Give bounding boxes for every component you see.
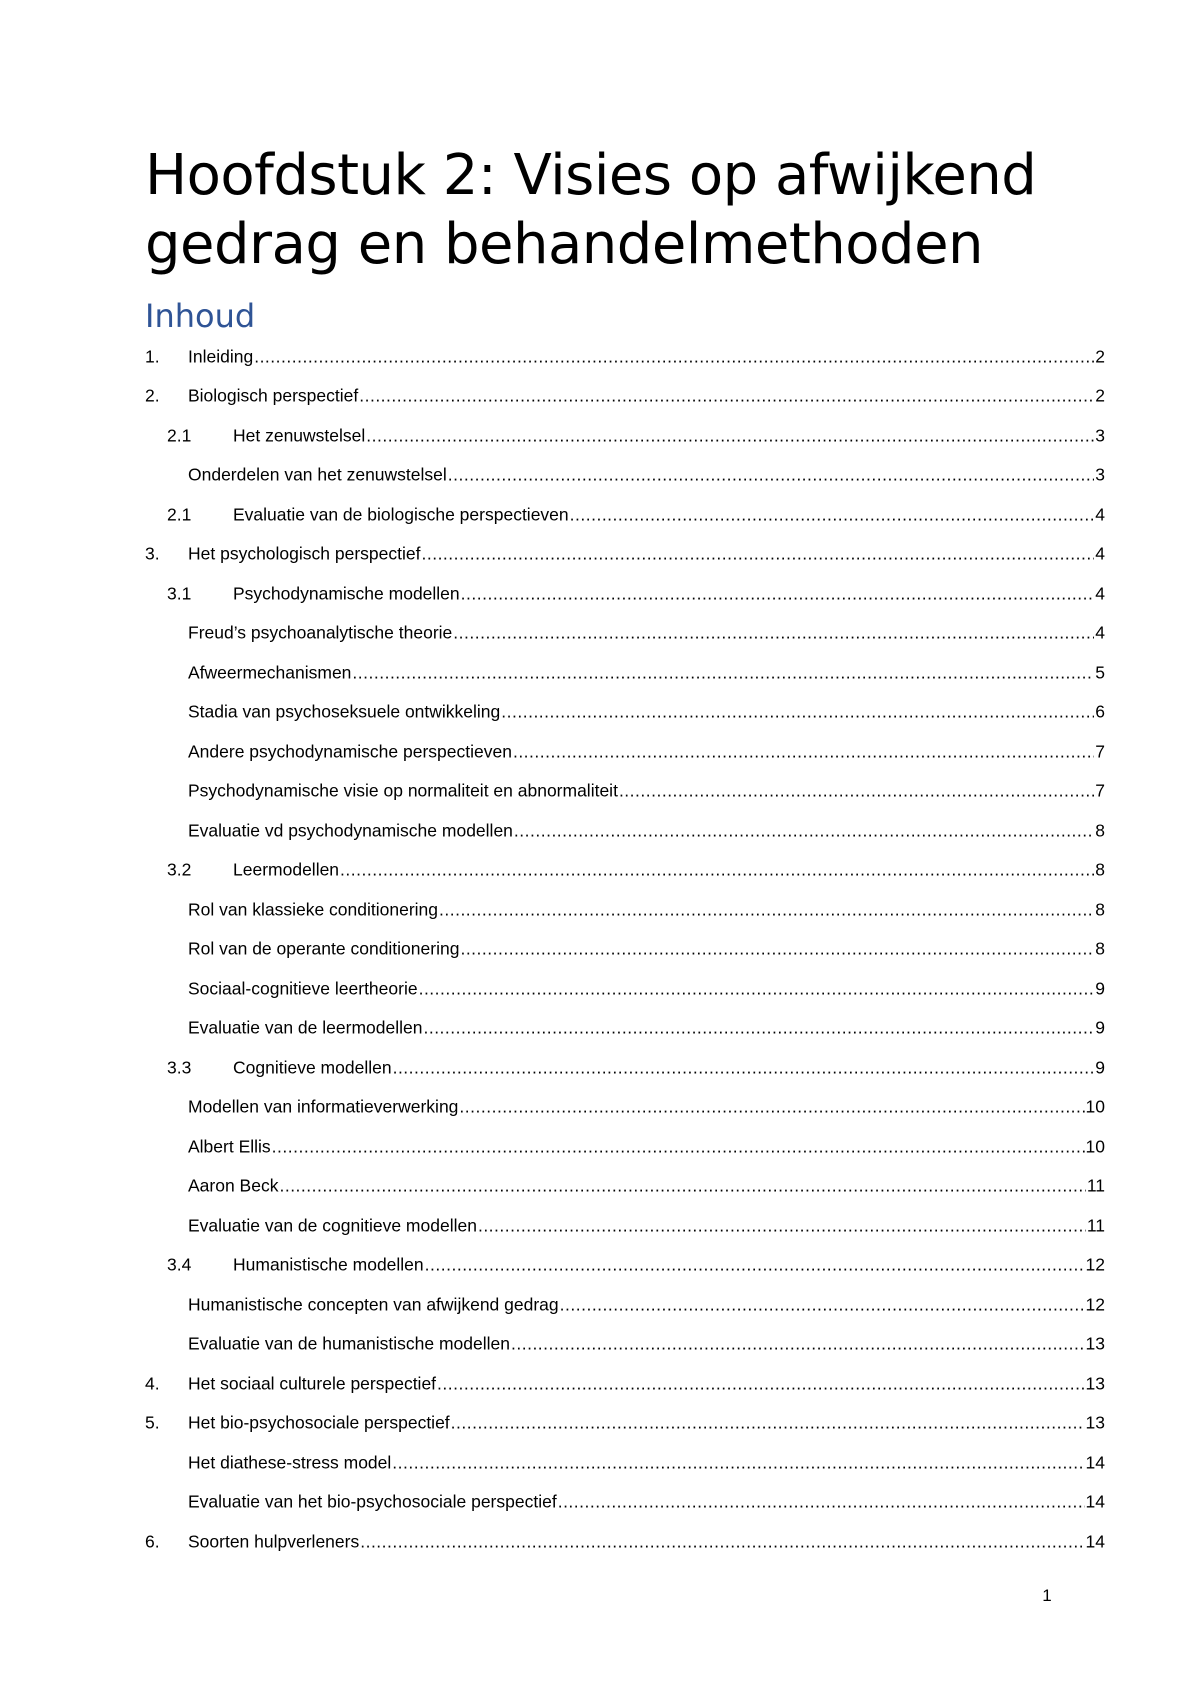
toc-entry[interactable] bbox=[0, 1167, 1200, 1207]
toc-entry-label: Modellen van informatieverwerking bbox=[188, 1096, 459, 1117]
toc-entry-label: Het diathese-stress model bbox=[188, 1452, 392, 1473]
toc-entry[interactable] bbox=[0, 811, 1200, 851]
toc-entry-page: 8 bbox=[1095, 859, 1105, 880]
toc-entry-label: Evaluatie van de cognitieve modellen bbox=[188, 1215, 477, 1236]
toc-entry-page: 12 bbox=[1085, 1294, 1105, 1315]
toc-entry-page: 2 bbox=[1095, 346, 1105, 367]
toc-entry-page: 3 bbox=[1095, 464, 1105, 485]
toc-entry[interactable] bbox=[0, 890, 1200, 930]
toc-entry-page: 12 bbox=[1085, 1254, 1105, 1275]
toc-entry-line bbox=[188, 1136, 1105, 1157]
toc-entry-line bbox=[233, 1057, 1105, 1078]
toc-entry-page: 7 bbox=[1095, 741, 1105, 762]
toc-entry[interactable] bbox=[0, 1088, 1200, 1128]
toc-entry[interactable] bbox=[0, 416, 1200, 456]
page-number: 1 bbox=[1042, 1586, 1052, 1605]
toc-entry-line bbox=[188, 741, 1105, 762]
toc-entry[interactable] bbox=[0, 1364, 1200, 1404]
toc-entry-label: Psychodynamische modellen bbox=[233, 583, 460, 604]
toc-dot-leader bbox=[437, 1373, 1084, 1394]
toc-entry[interactable] bbox=[0, 574, 1200, 614]
toc-entry[interactable] bbox=[0, 1443, 1200, 1483]
toc-entry-line bbox=[188, 978, 1105, 999]
toc-entry-line bbox=[233, 583, 1105, 604]
toc-entry-label: Stadia van psychoseksuele ontwikkeling bbox=[188, 701, 501, 722]
toc-entry[interactable] bbox=[0, 1009, 1200, 1049]
toc-entry-label: Evaluatie van het bio-psychosociale perspectief bbox=[188, 1491, 557, 1512]
toc-entry-line bbox=[188, 1097, 1105, 1118]
toc-entry[interactable] bbox=[0, 456, 1200, 496]
toc-entry[interactable] bbox=[0, 1285, 1200, 1325]
toc-dot-leader bbox=[511, 1334, 1085, 1355]
toc-entry-label: Freud’s psychoanalytische theorie bbox=[188, 622, 453, 643]
toc-entry-line bbox=[188, 1531, 1105, 1552]
toc-entry[interactable] bbox=[0, 693, 1200, 733]
toc-entry[interactable] bbox=[0, 1325, 1200, 1365]
toc-entry-page: 7 bbox=[1095, 780, 1105, 801]
toc-entry-label: Onderdelen van het zenuwstelsel bbox=[188, 464, 447, 485]
toc-entry-number: 5. bbox=[145, 1412, 160, 1433]
toc-entry-label: Cognitieve modellen bbox=[233, 1057, 392, 1078]
toc-entry-page: 6 bbox=[1095, 701, 1105, 722]
toc-entry-line bbox=[188, 1452, 1105, 1473]
toc-dot-leader bbox=[423, 1018, 1094, 1039]
toc-entry-page: 8 bbox=[1095, 938, 1105, 959]
toc-entry-label: Aaron Beck bbox=[188, 1175, 279, 1196]
toc-entry[interactable] bbox=[0, 851, 1200, 891]
toc-entry-label: Psychodynamische visie op normaliteit en abnormaliteit bbox=[188, 780, 618, 801]
toc-entry[interactable] bbox=[0, 1483, 1200, 1523]
toc-entry-page: 14 bbox=[1085, 1531, 1105, 1552]
toc-dot-leader bbox=[272, 1136, 1085, 1157]
toc-dot-leader bbox=[254, 346, 1094, 367]
toc-entry-label: Het zenuwstelsel bbox=[233, 425, 366, 446]
toc-entry-number: 3. bbox=[145, 543, 160, 564]
toc-entry-number: 3.4 bbox=[167, 1254, 192, 1275]
toc-entry-page: 11 bbox=[1086, 1215, 1105, 1236]
toc-entry-number: 2.1 bbox=[167, 425, 192, 446]
toc-dot-leader bbox=[558, 1492, 1085, 1513]
toc-entry-line bbox=[188, 1492, 1105, 1513]
document-title: Hoofdstuk 2: Visies op afwijkend gedrag en behandelmethoden bbox=[145, 143, 1037, 277]
toc-entry-line bbox=[188, 1373, 1105, 1394]
toc-entry[interactable] bbox=[0, 732, 1200, 772]
toc-entry-line bbox=[188, 386, 1105, 407]
toc-entry-page: 4 bbox=[1095, 543, 1105, 564]
toc-entry-line bbox=[188, 346, 1105, 367]
toc-dot-leader bbox=[570, 504, 1095, 525]
toc-entry[interactable] bbox=[0, 535, 1200, 575]
toc-entry-label: Evaluatie van de biologische perspectieven bbox=[233, 504, 569, 525]
toc-entry-label: Leermodellen bbox=[233, 859, 340, 880]
toc-dot-leader bbox=[460, 939, 1094, 960]
toc-entry-line bbox=[188, 899, 1105, 920]
toc-entry-label: Andere psychodynamische perspectieven bbox=[188, 741, 512, 762]
toc-dot-leader bbox=[366, 425, 1094, 446]
toc-entry-line bbox=[188, 1413, 1105, 1434]
toc-entry-label: Soorten hulpverleners bbox=[188, 1531, 360, 1552]
toc-entry-line bbox=[188, 1334, 1105, 1355]
toc-entry-label: Evaluatie van de humanistische modellen bbox=[188, 1333, 510, 1354]
toc-entry-label: Humanistische modellen bbox=[233, 1254, 424, 1275]
toc-entry-line bbox=[188, 820, 1105, 841]
toc-entry[interactable] bbox=[0, 772, 1200, 812]
toc-entry-page: 14 bbox=[1085, 1491, 1105, 1512]
toc-entry[interactable] bbox=[0, 1522, 1200, 1562]
toc-entry-page: 4 bbox=[1095, 583, 1105, 604]
toc-dot-leader bbox=[419, 978, 1095, 999]
toc-entry-line bbox=[188, 465, 1105, 486]
toc-entry-page: 10 bbox=[1085, 1136, 1105, 1157]
toc-entry-line bbox=[188, 662, 1105, 683]
toc-entry-label: Biologisch perspectief bbox=[188, 385, 359, 406]
toc-entry-label: Rol van klassieke conditionering bbox=[188, 899, 438, 920]
toc-dot-leader bbox=[392, 1452, 1084, 1473]
toc-entry-number: 6. bbox=[145, 1531, 160, 1552]
toc-dot-leader bbox=[451, 1413, 1085, 1434]
toc-dot-leader bbox=[352, 662, 1094, 683]
toc-dot-leader bbox=[421, 544, 1094, 565]
toc-entry-page: 8 bbox=[1095, 899, 1105, 920]
toc-entry-line bbox=[188, 1018, 1105, 1039]
toc-entry[interactable] bbox=[0, 1127, 1200, 1167]
toc-entry-label: Evaluatie van de leermodellen bbox=[188, 1017, 423, 1038]
toc-entry-number: 2. bbox=[145, 385, 160, 406]
toc-entry-page: 9 bbox=[1095, 1057, 1105, 1078]
toc-entry-label: Evaluatie vd psychodynamische modellen bbox=[188, 820, 513, 841]
table-of-contents bbox=[0, 337, 1200, 1562]
toc-entry-label: Afweermechanismen bbox=[188, 662, 352, 683]
toc-dot-leader bbox=[501, 702, 1094, 723]
toc-entry-line bbox=[188, 544, 1105, 565]
toc-heading: Inhoud bbox=[145, 297, 256, 335]
toc-entry-label: Albert Ellis bbox=[188, 1136, 271, 1157]
toc-entry-label: Humanistische concepten van afwijkend gedrag bbox=[188, 1294, 559, 1315]
toc-entry[interactable] bbox=[0, 614, 1200, 654]
toc-entry[interactable] bbox=[0, 1246, 1200, 1286]
toc-dot-leader bbox=[514, 820, 1094, 841]
toc-entry-line bbox=[188, 1215, 1105, 1236]
toc-entry-number: 1. bbox=[145, 346, 160, 367]
toc-dot-leader bbox=[340, 860, 1094, 881]
toc-entry-page: 8 bbox=[1095, 820, 1105, 841]
toc-entry[interactable] bbox=[0, 1048, 1200, 1088]
toc-entry-number: 3.3 bbox=[167, 1057, 192, 1078]
toc-entry-label: Rol van de operante conditionering bbox=[188, 938, 460, 959]
toc-entry-page: 4 bbox=[1095, 622, 1105, 643]
toc-dot-leader bbox=[448, 465, 1094, 486]
toc-entry-number: 4. bbox=[145, 1373, 160, 1394]
toc-dot-leader bbox=[279, 1176, 1085, 1197]
toc-entry-number: 3.1 bbox=[167, 583, 192, 604]
toc-entry-page: 9 bbox=[1095, 1017, 1105, 1038]
toc-dot-leader bbox=[513, 741, 1094, 762]
toc-entry-line bbox=[188, 1294, 1105, 1315]
toc-entry-line bbox=[188, 939, 1105, 960]
toc-entry-page: 13 bbox=[1085, 1373, 1105, 1394]
toc-entry-line bbox=[233, 425, 1105, 446]
toc-entry-page: 10 bbox=[1085, 1096, 1105, 1117]
toc-entry-line bbox=[188, 702, 1105, 723]
toc-entry-page: 4 bbox=[1095, 504, 1105, 525]
toc-entry-number: 2.1 bbox=[167, 504, 192, 525]
toc-entry[interactable] bbox=[0, 337, 1200, 377]
toc-dot-leader bbox=[439, 899, 1094, 920]
toc-entry-line bbox=[188, 1176, 1105, 1197]
toc-dot-leader bbox=[359, 386, 1094, 407]
toc-entry-label: Het psychologisch perspectief bbox=[188, 543, 421, 564]
toc-entry[interactable] bbox=[0, 377, 1200, 417]
toc-dot-leader bbox=[461, 583, 1095, 604]
toc-entry[interactable] bbox=[0, 930, 1200, 970]
toc-entry-label: Sociaal-cognitieve leertheorie bbox=[188, 978, 418, 999]
toc-dot-leader bbox=[459, 1097, 1084, 1118]
toc-dot-leader bbox=[453, 623, 1094, 644]
toc-dot-leader bbox=[560, 1294, 1085, 1315]
toc-entry-label: Het sociaal culturele perspectief bbox=[188, 1373, 437, 1394]
toc-entry-number: 3.2 bbox=[167, 859, 192, 880]
toc-entry-page: 14 bbox=[1085, 1452, 1105, 1473]
toc-entry-line bbox=[188, 781, 1105, 802]
toc-dot-leader bbox=[360, 1531, 1084, 1552]
toc-entry-page: 13 bbox=[1085, 1333, 1105, 1354]
toc-entry-page: 5 bbox=[1095, 662, 1105, 683]
toc-entry-line bbox=[233, 860, 1105, 881]
toc-dot-leader bbox=[478, 1215, 1086, 1236]
toc-dot-leader bbox=[619, 781, 1094, 802]
toc-entry-line bbox=[233, 504, 1105, 525]
toc-entry-page: 2 bbox=[1095, 385, 1105, 406]
toc-dot-leader bbox=[393, 1057, 1095, 1078]
toc-entry[interactable] bbox=[0, 1404, 1200, 1444]
toc-entry-page: 13 bbox=[1085, 1412, 1105, 1433]
toc-entry[interactable] bbox=[0, 495, 1200, 535]
toc-entry-page: 9 bbox=[1095, 978, 1105, 999]
toc-entry[interactable] bbox=[0, 969, 1200, 1009]
toc-entry-label: Inleiding bbox=[188, 346, 254, 367]
toc-entry-page: 11 bbox=[1086, 1175, 1105, 1196]
toc-entry-page: 3 bbox=[1095, 425, 1105, 446]
toc-entry-line bbox=[233, 1255, 1105, 1276]
toc-entry[interactable] bbox=[0, 653, 1200, 693]
toc-dot-leader bbox=[425, 1255, 1085, 1276]
toc-entry[interactable] bbox=[0, 1206, 1200, 1246]
toc-entry-label: Het bio-psychosociale perspectief bbox=[188, 1412, 450, 1433]
toc-entry-line bbox=[188, 623, 1105, 644]
